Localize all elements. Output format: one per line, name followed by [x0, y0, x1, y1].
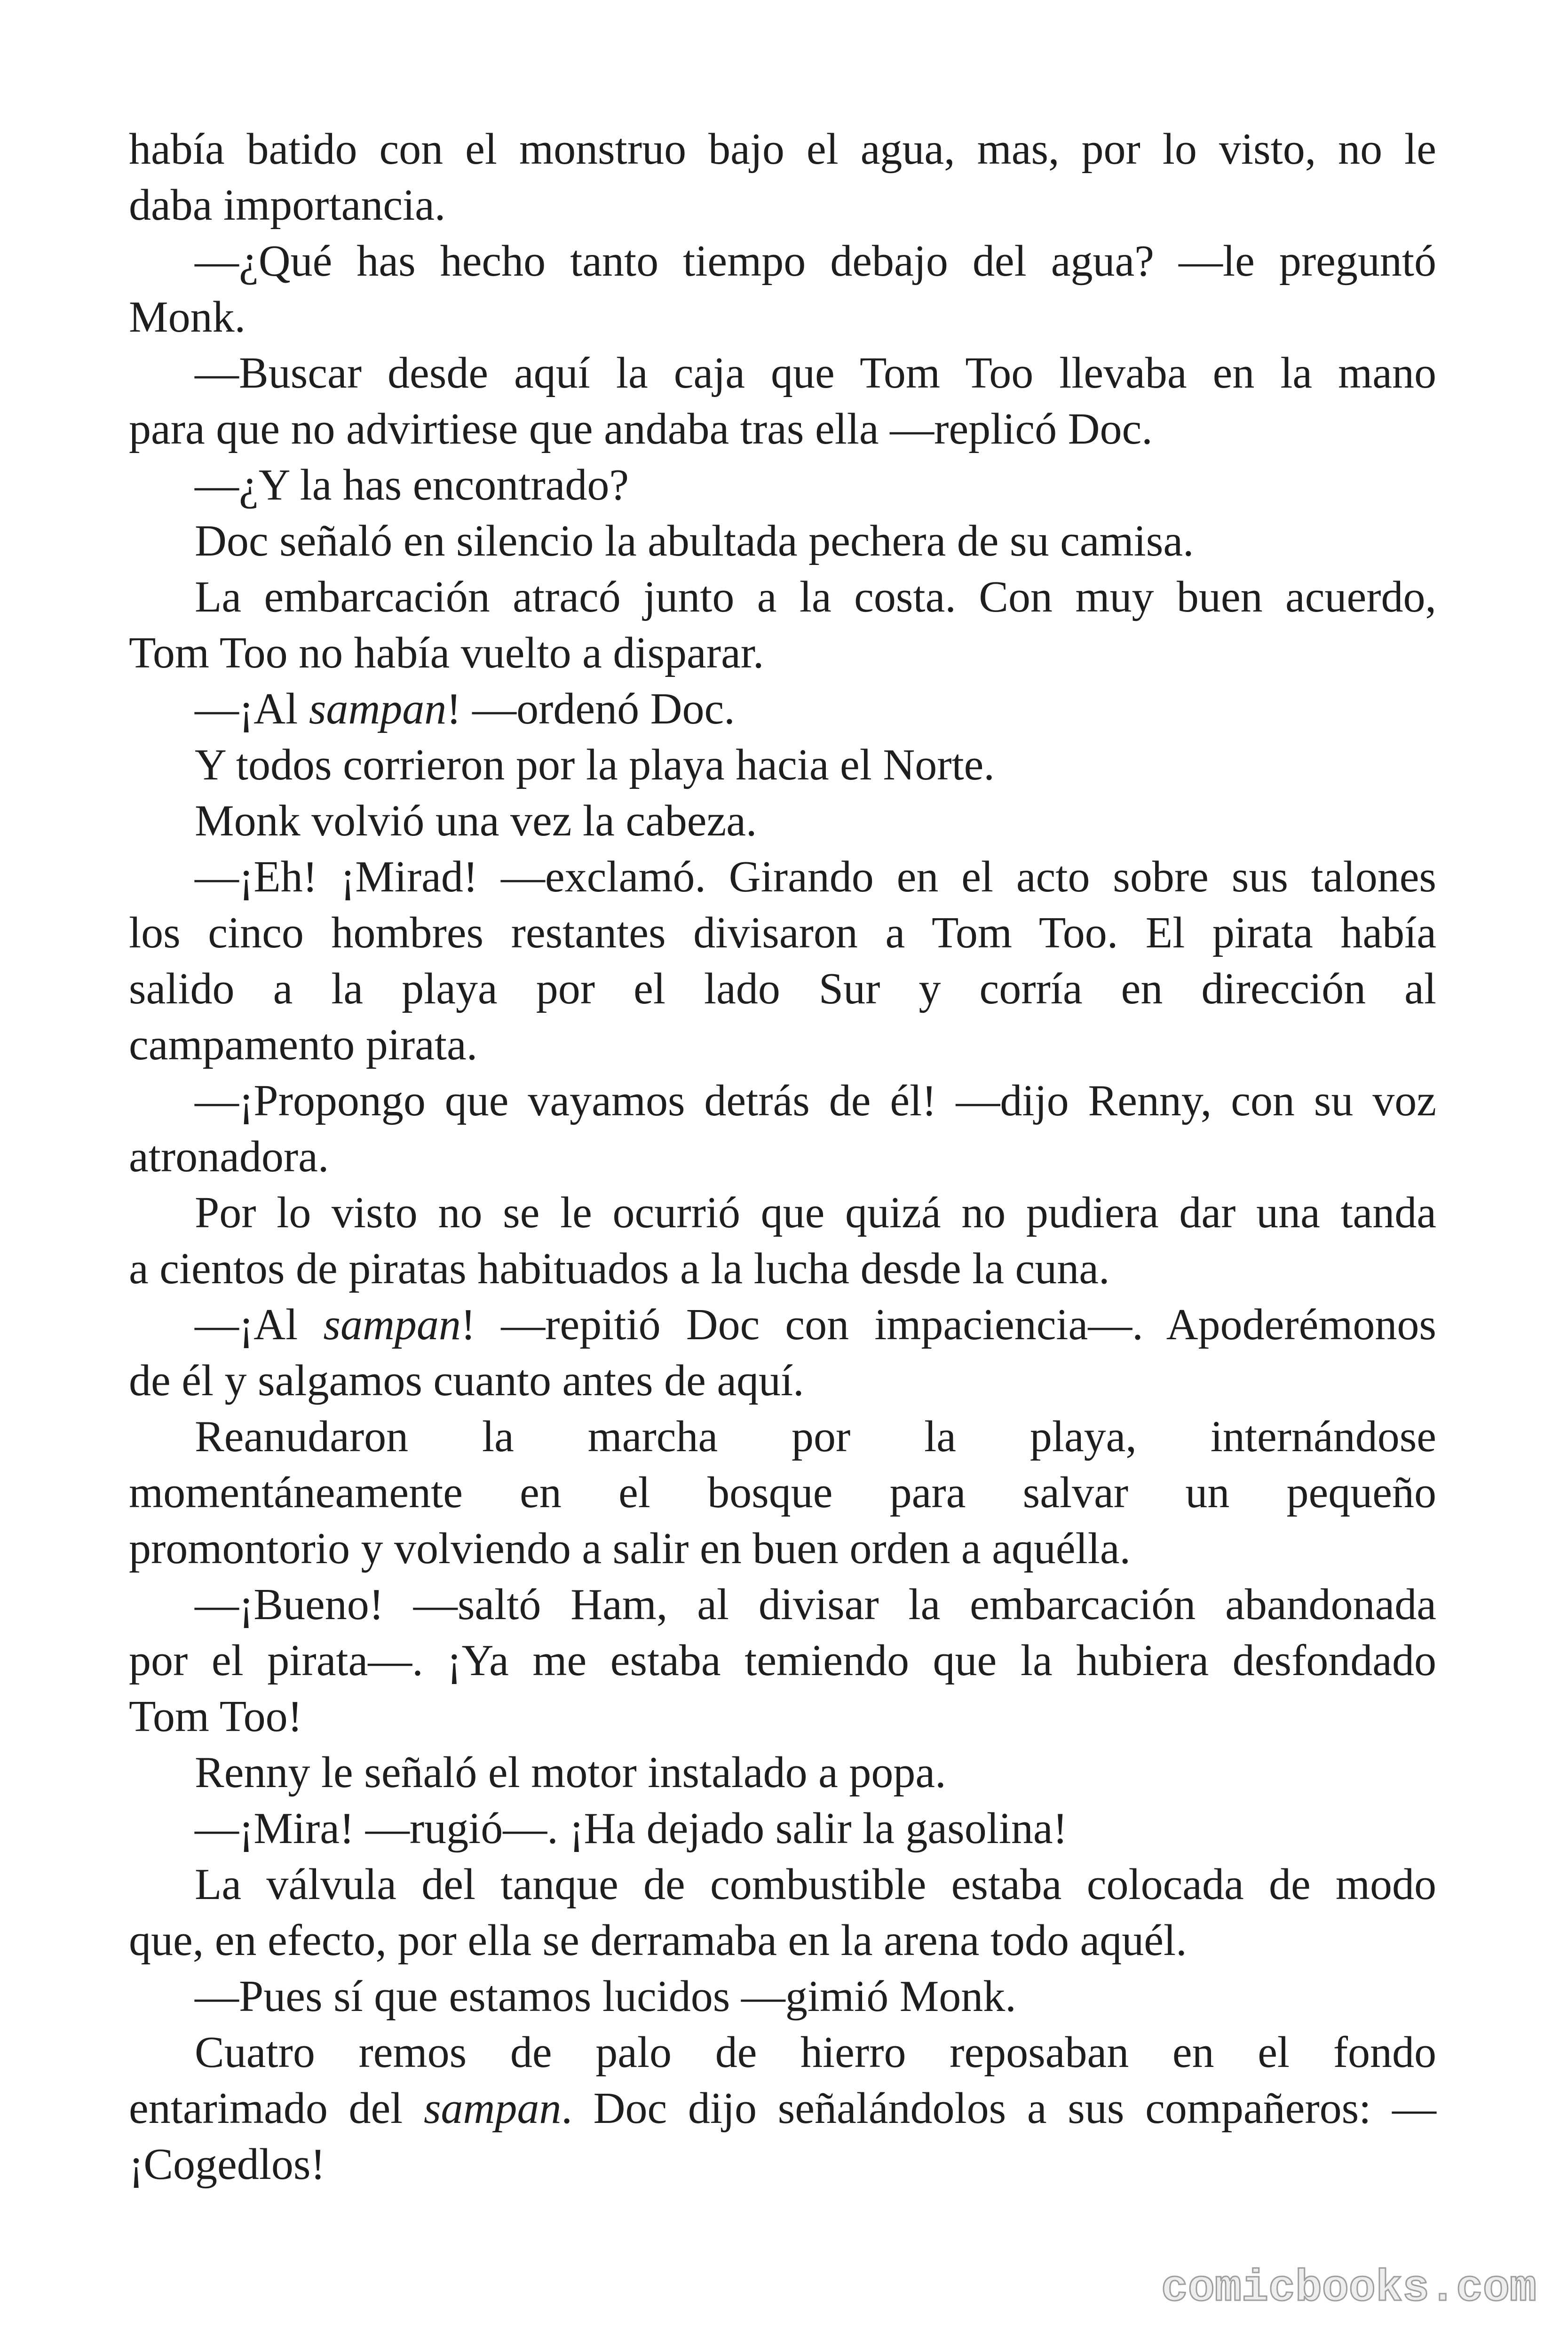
text-line: Cuatro remos de palo de hierro reposaban en el fondo: [195, 2028, 1436, 2077]
paragraph: [129, 737, 1436, 793]
paragraph: [129, 569, 1436, 681]
text-line: que, en efecto, por ella se derramaba en la arena todo aquél.: [129, 1916, 1187, 1965]
paragraph: [129, 1801, 1436, 1857]
text-line: —¡Bueno! —saltó Ham, al divisar la embarcación abandonada: [195, 1580, 1436, 1629]
watermark: comicbooks.com: [1161, 2263, 1536, 2314]
text-line: los cinco hombres restantes divisaron a Tom Too. El pirata había: [129, 908, 1436, 957]
text-line: Renny le señaló el motor instalado a popa.: [195, 1748, 946, 1797]
paragraph: [129, 1073, 1436, 1185]
text-line: —¡Mira! —rugió—. ¡Ha dejado salir la gasolina!: [195, 1804, 1068, 1853]
text-run: . Doc dijo señalándolos a sus compañeros: —: [561, 2084, 1437, 2133]
paragraph: [129, 513, 1436, 569]
paragraph: [129, 1297, 1436, 1409]
text-line: Reanudaron la marcha por la playa, internándose: [195, 1412, 1436, 1461]
paragraph: [129, 1969, 1436, 2025]
text-line: de él y salgamos cuanto antes de aquí.: [129, 1356, 804, 1405]
text-line: [129, 1297, 1436, 1353]
text-line: Doc señaló en silencio la abultada pechera de su camisa.: [195, 516, 1194, 565]
text-run: ! —ordenó Doc.: [446, 684, 735, 733]
text-line: Tom Too no había vuelto a disparar.: [129, 628, 764, 677]
text-line: —Pues sí que estamos lucidos —gimió Monk.: [195, 1972, 1016, 2021]
paragraph: [129, 345, 1436, 457]
paragraph: [129, 2025, 1436, 2193]
text-line: Por lo visto no se le ocurrió que quizá no pudiera dar una tanda: [195, 1188, 1436, 1237]
text-run: entarimado del: [129, 2084, 424, 2133]
text-line: [129, 2081, 1436, 2137]
text-line: ¡Cogedlos!: [129, 2140, 325, 2189]
text-line: —¡Eh! ¡Mirad! —exclamó. Girando en el acto sobre sus talones: [195, 852, 1436, 901]
paragraph: [129, 849, 1436, 1073]
text-run: ! —repitió Doc con impaciencia—. Apoderémonos: [460, 1300, 1436, 1349]
emphasized-word: sampan: [323, 1300, 461, 1349]
emphasized-word: sampan: [423, 2084, 562, 2133]
text-line: [129, 681, 1436, 737]
text-line: por el pirata—. ¡Ya me estaba temiendo que la hubiera desfondado: [129, 1636, 1436, 1685]
paragraph: [129, 681, 1436, 737]
text-line: había batido con el monstruo bajo el agua, mas, por lo visto, no le: [129, 125, 1436, 174]
text-line: atronadora.: [129, 1132, 329, 1181]
text-line: para que no advirtiese que andaba tras ella —replicó Doc.: [129, 405, 1153, 453]
paragraph: [129, 121, 1436, 233]
paragraph: [129, 233, 1436, 345]
page-text: [129, 121, 1436, 2193]
text-line: —¿Qué has hecho tanto tiempo debajo del agua? —le preguntó: [195, 237, 1436, 286]
text-line: promontorio y volviendo a salir en buen orden a aquélla.: [129, 1524, 1131, 1573]
paragraph: [129, 793, 1436, 849]
text-line: Y todos corrieron por la playa hacia el Norte.: [195, 740, 995, 789]
text-line: —¿Y la has encontrado?: [195, 461, 629, 509]
text-line: momentáneamente en el bosque para salvar un pequeño: [129, 1468, 1436, 1517]
text-run: —¡Al: [195, 1300, 324, 1349]
paragraph: [129, 1577, 1436, 1745]
paragraph: [129, 1745, 1436, 1801]
text-line: Monk volvió una vez la cabeza.: [195, 796, 757, 845]
emphasized-word: sampan: [309, 684, 447, 733]
text-line: a cientos de piratas habituados a la lucha desde la cuna.: [129, 1244, 1110, 1293]
text-run: —¡Al: [195, 684, 309, 733]
text-line: Tom Too!: [129, 1692, 302, 1741]
text-line: Monk.: [129, 293, 246, 342]
text-line: salido a la playa por el lado Sur y corría en dirección al: [129, 964, 1436, 1013]
paragraph: [129, 1409, 1436, 1577]
text-line: La embarcación atracó junto a la costa. Con muy buen acuerdo,: [195, 572, 1436, 621]
text-line: La válvula del tanque de combustible estaba colocada de modo: [195, 1860, 1436, 1909]
text-line: —Buscar desde aquí la caja que Tom Too llevaba en la mano: [195, 349, 1436, 397]
text-line: campamento pirata.: [129, 1020, 478, 1069]
text-line: —¡Propongo que vayamos detrás de él! —dijo Renny, con su voz: [195, 1076, 1436, 1125]
paragraph: [129, 1185, 1436, 1297]
paragraph: [129, 1857, 1436, 1969]
paragraph: [129, 457, 1436, 513]
text-line: daba importancia.: [129, 181, 446, 230]
